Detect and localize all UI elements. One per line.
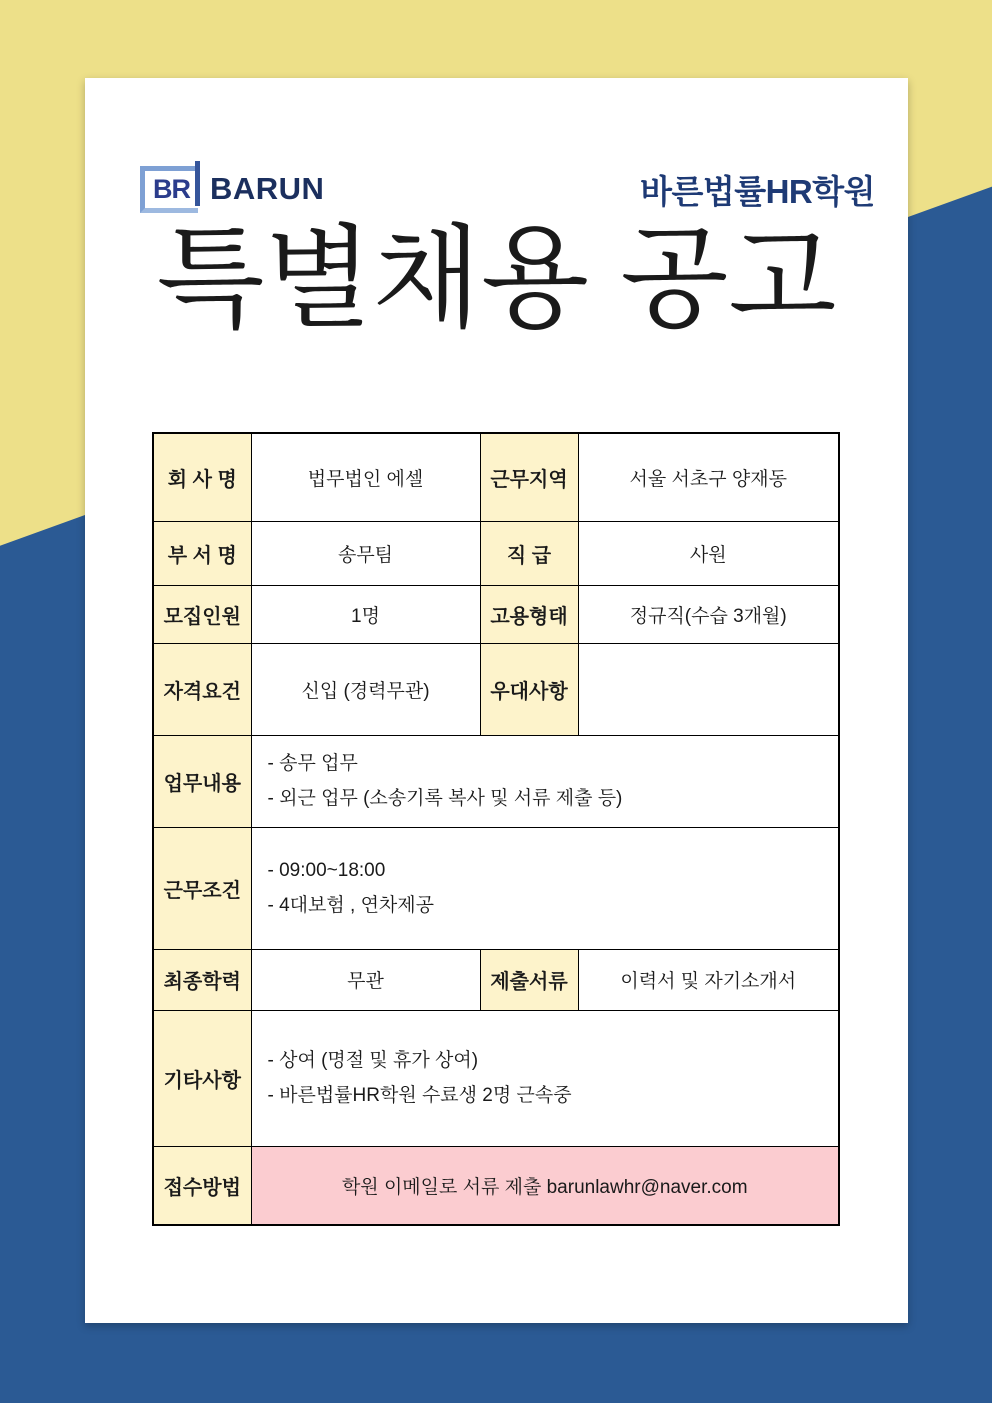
label-documents: 제출서류 bbox=[480, 949, 578, 1010]
value-work-conditions bbox=[251, 827, 839, 949]
job-description-line: - 외근 업무 (소송기록 복사 및 서류 제출 등) bbox=[267, 788, 623, 809]
table-row bbox=[153, 827, 839, 949]
value-company-name: 법무법인 에셀 bbox=[251, 433, 480, 521]
barun-logo-icon: BR bbox=[140, 166, 198, 213]
label-how-to-apply: 접수방법 bbox=[153, 1146, 251, 1225]
label-work-location: 근무지역 bbox=[480, 433, 578, 521]
value-job-description bbox=[251, 735, 839, 827]
work-conditions-line: - 09:00~18:00 bbox=[267, 859, 386, 881]
value-work-location: 서울 서초구 양재동 bbox=[578, 433, 839, 521]
academy-name: 바른법률HR학원 bbox=[640, 172, 875, 210]
value-preferred bbox=[578, 643, 839, 735]
label-headcount: 모집인원 bbox=[153, 585, 251, 643]
job-description-line: - 송무 업무 bbox=[267, 752, 358, 774]
other-notes-line: - 바른법률HR학원 수료생 2명 근속중 bbox=[267, 1085, 572, 1106]
label-department: 부 서 명 bbox=[153, 521, 251, 585]
table-row bbox=[153, 585, 839, 643]
label-other-notes: 기타사항 bbox=[153, 1010, 251, 1146]
value-documents: 이력서 및 자기소개서 bbox=[578, 949, 839, 1010]
value-qualifications: 신입 (경력무관) bbox=[251, 643, 480, 735]
value-other-notes bbox=[251, 1010, 839, 1146]
value-department: 송무팀 bbox=[251, 521, 480, 585]
label-job-description: 업무내용 bbox=[153, 735, 251, 827]
value-position: 사원 bbox=[578, 521, 839, 585]
label-education: 최종학력 bbox=[153, 949, 251, 1010]
value-how-to-apply: 학원 이메일로 서류 제출 barunlawhr@naver.com bbox=[251, 1146, 839, 1225]
job-details-table bbox=[152, 432, 840, 1226]
table-row bbox=[153, 1010, 839, 1146]
label-preferred: 우대사항 bbox=[480, 643, 578, 735]
value-employment-type: 정규직(수습 3개월) bbox=[578, 585, 839, 643]
label-work-conditions: 근무조건 bbox=[153, 827, 251, 949]
other-notes-line: - 상여 (명절 및 휴가 상여) bbox=[267, 1049, 479, 1071]
table-row bbox=[153, 949, 839, 1010]
label-position: 직 급 bbox=[480, 521, 578, 585]
table-row bbox=[153, 735, 839, 827]
table-row bbox=[153, 1146, 839, 1225]
table-row bbox=[153, 643, 839, 735]
table-row bbox=[153, 433, 839, 521]
label-company-name: 회 사 명 bbox=[153, 433, 251, 521]
table-row bbox=[153, 521, 839, 585]
poster-card bbox=[85, 78, 908, 1323]
poster-title: 특별채용 공고 bbox=[156, 216, 837, 341]
barun-wordmark: BARUN bbox=[210, 171, 325, 206]
label-qualifications: 자격요건 bbox=[153, 643, 251, 735]
value-headcount: 1명 bbox=[251, 585, 480, 643]
work-conditions-line: - 4대보험 , 연차제공 bbox=[267, 895, 434, 916]
value-education: 무관 bbox=[251, 949, 480, 1010]
label-employment-type: 고용형태 bbox=[480, 585, 578, 643]
